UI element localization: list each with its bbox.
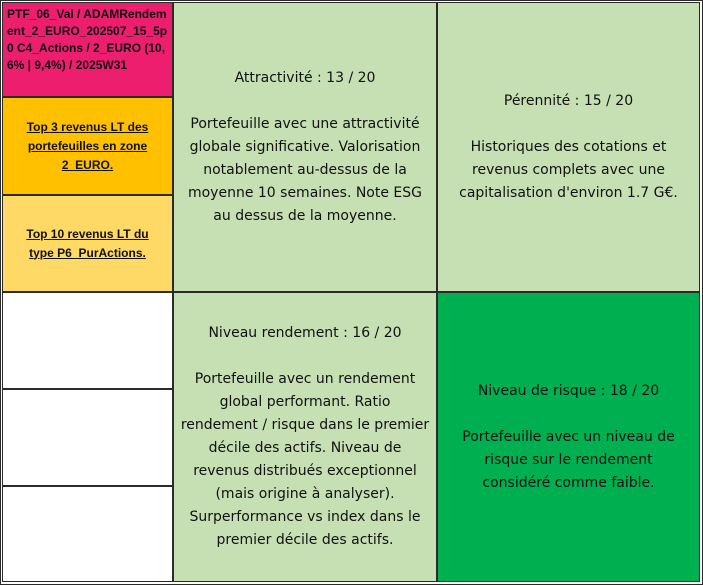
risque-card (437, 292, 700, 582)
risque-body: Portefeuille avec un niveau de risque sur le rendement considéré comme faible. (462, 428, 675, 491)
empty-cell-2 (2, 389, 173, 486)
portfolio-header-text: PTF_06_Val / ADAMRendement_2_EURO_202507_15_5p0 C4_Actions / 2_EURO (10,6% | 9,4%) / 2025W31 (7, 7, 168, 72)
attractivite-card (173, 2, 437, 292)
portfolio-header-cell (2, 2, 173, 97)
top3-revenus-link-cell[interactable] (2, 97, 173, 195)
attractivite-body: Portefeuille avec une attractivité globale significative. Valorisation notablement au-dessus de la moyenne 10 semaines. Note ESG au dessus de la moyenne. (187, 115, 423, 224)
risque-title: Niveau de risque : 18 / 20 (477, 382, 660, 399)
rendement-body: Portefeuille avec un rendement global performant. Ratio rendement / risque dans le premier décile des actifs. Niveau de revenus distribués exceptionnel (mais origine à analyser). Surperformance vs index dans le premier décile des actifs. (180, 371, 430, 548)
attractivite-title: Attractivité : 13 / 20 (234, 69, 376, 86)
top10-revenus-link-cell[interactable] (2, 195, 173, 292)
top3-revenus-link[interactable]: Top 3 revenus LT des portefeuilles en zone 2_EURO. (26, 119, 149, 172)
empty-cell-1 (2, 292, 173, 389)
top10-revenus-link[interactable]: Top 10 revenus LT du type P6_PurActions. (26, 226, 149, 260)
rendement-title: Niveau rendement : 16 / 20 (208, 325, 402, 341)
empty-cell-3 (2, 486, 173, 582)
perennite-title: Pérennité : 15 / 20 (503, 92, 634, 109)
perennite-card (437, 2, 700, 292)
perennite-body: Historiques des cotations et revenus complets avec une capitalisation d'environ 1.7 G€. (459, 138, 678, 201)
rendement-card (173, 292, 437, 582)
